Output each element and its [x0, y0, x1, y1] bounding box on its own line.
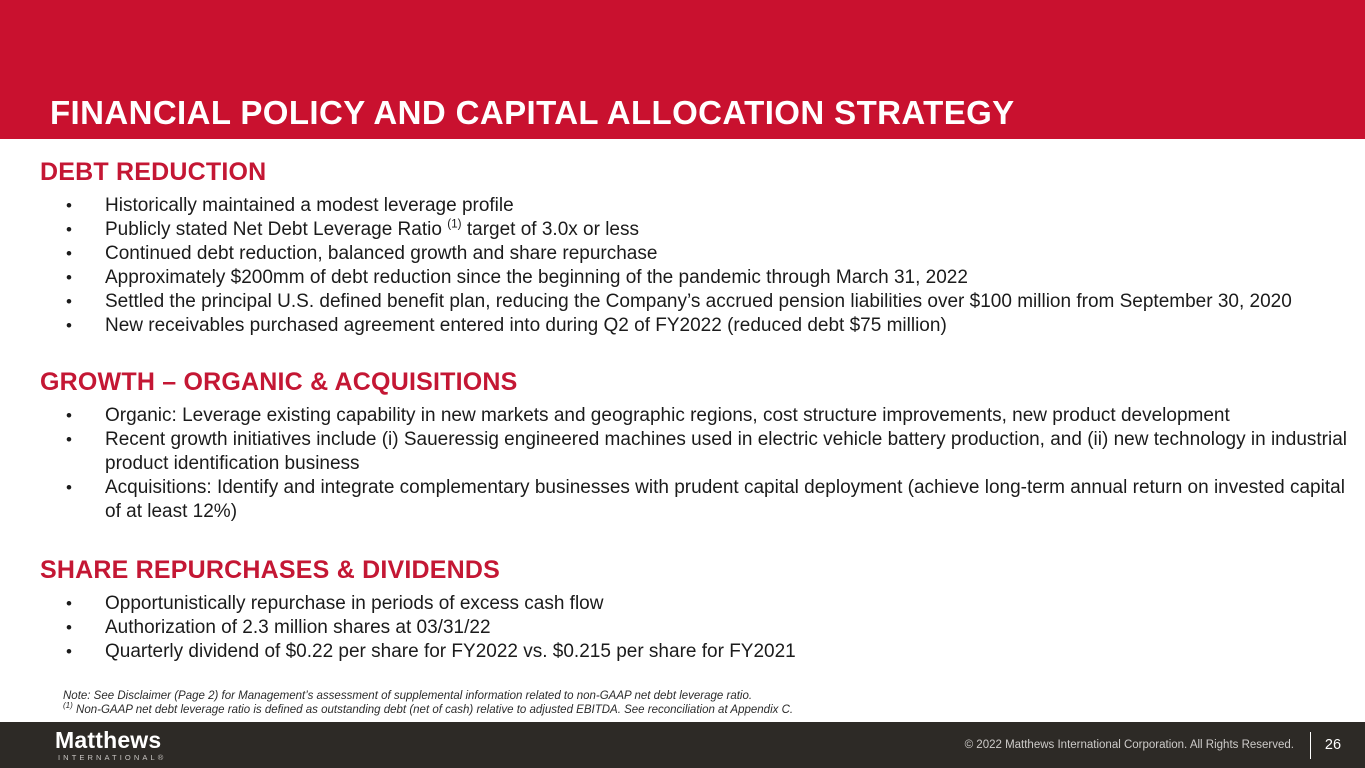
list-item [40, 616, 1357, 640]
footnote-ref: (1) [447, 217, 462, 231]
list-item [40, 640, 1357, 664]
bullet-icon: • [66, 594, 72, 613]
bullet-list [40, 194, 1357, 338]
footnote-line [63, 700, 1357, 718]
bullet-icon: • [66, 244, 72, 263]
bullet-text: Quarterly dividend of $0.22 per share for FY2022 vs. $0.215 per share for FY2021 [105, 641, 796, 662]
section-share-repurchases [40, 556, 1357, 664]
copyright-text: © 2022 Matthews International Corporation. All Rights Reserved. [964, 739, 1294, 751]
bullet-text: Acquisitions: Identify and integrate complementary businesses with prudent capital deployment (achieve long-term annual return on invested capital of at least 12%) [105, 477, 1345, 522]
bullet-text: Opportunistically repurchase in periods of excess cash flow [105, 593, 604, 614]
bullet-text [105, 218, 1357, 242]
footnote-text: Non-GAAP net debt leverage ratio is defined as outstanding debt (net of cash) relative to adjusted EBITDA. See reconciliation at Appendix C. [72, 703, 794, 716]
section-heading-share-repurchases: SHARE REPURCHASES & DIVIDENDS [40, 556, 501, 584]
bullet-icon: • [66, 478, 72, 497]
bullet-icon: • [66, 220, 72, 239]
page-number: 26 [1324, 737, 1342, 753]
list-item [40, 194, 1357, 218]
title-banner [0, 0, 1365, 139]
bullet-icon: • [66, 406, 72, 425]
bullet-text-pre: Publicly stated Net Debt Leverage Ratio [105, 219, 448, 240]
bullet-text: Continued debt reduction, balanced growth and share repurchase [105, 243, 658, 264]
section-heading-debt-reduction: DEBT REDUCTION [40, 158, 267, 186]
bullet-text: Authorization of 2.3 million shares at 03/31/22 [105, 617, 491, 638]
bullet-text: New receivables purchased agreement entered into during Q2 of FY2022 (reduced debt $75 million) [105, 315, 947, 336]
list-item [40, 218, 1357, 242]
list-item [40, 290, 1357, 314]
logo-subtext: INTERNATIONAL® [58, 752, 167, 762]
matthews-logo [55, 726, 167, 762]
section-heading-growth: GROWTH – ORGANIC & ACQUISITIONS [40, 368, 518, 396]
bullet-text: Organic: Leverage existing capability in new markets and geographic regions, cost structure improvements, new product development [105, 405, 1230, 426]
footnote-ref: (1) [63, 700, 73, 710]
logo-wordmark: Matthews [55, 726, 162, 753]
bullet-text: Approximately $200mm of debt reduction since the beginning of the pandemic through March 31, 2022 [105, 267, 968, 288]
footnotes [63, 690, 1357, 717]
list-item [40, 242, 1357, 266]
bullet-icon: • [66, 642, 72, 661]
list-item [40, 428, 1357, 476]
section-debt-reduction [40, 158, 1357, 338]
list-item [40, 404, 1357, 428]
bullet-list [40, 592, 1357, 664]
bullet-text-post: target of 3.0x or less [461, 219, 639, 240]
section-growth [40, 368, 1357, 524]
bullet-text: Recent growth initiatives include (i) Saueressig engineered machines used in electric vehicle battery production, and (ii) new technology in industrial product identification business [105, 429, 1347, 474]
list-item [40, 266, 1357, 290]
footnote-line: Note: See Disclaimer (Page 2) for Management’s assessment of supplemental information related to non-GAAP net debt leverage ratio. [63, 690, 753, 702]
bullet-icon: • [66, 268, 72, 287]
bullet-text: Historically maintained a modest leverage profile [105, 195, 514, 216]
bullet-icon: • [66, 196, 72, 215]
page-title: FINANCIAL POLICY AND CAPITAL ALLOCATION STRATEGY [50, 94, 1015, 131]
bullet-list [40, 404, 1357, 524]
bullet-icon: • [66, 430, 72, 449]
bullet-text: Settled the principal U.S. defined benefit plan, reducing the Company’s accrued pension liabilities over $100 million from September 30, 2020 [105, 291, 1292, 312]
bullet-icon: • [66, 618, 72, 637]
list-item [40, 314, 1357, 338]
footer-bar [0, 722, 1365, 768]
bullet-icon: • [66, 316, 72, 335]
list-item [40, 476, 1357, 524]
slide-content [0, 158, 1365, 717]
bullet-icon: • [66, 292, 72, 311]
list-item [40, 592, 1357, 616]
